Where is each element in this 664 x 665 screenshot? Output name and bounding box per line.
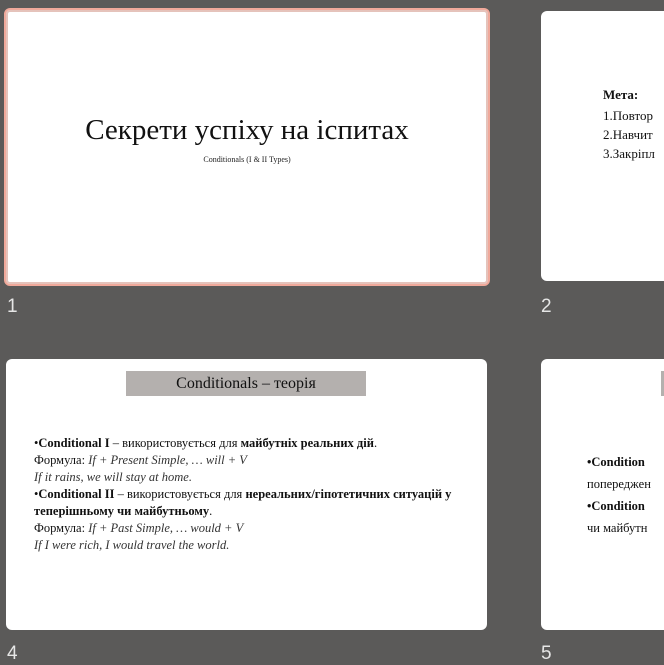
bullet: • [34, 436, 39, 450]
body-line: •Condition [587, 499, 645, 513]
goal-item: 1.Повтор [603, 108, 653, 123]
emphasis: нереальних/гіпотетичних ситуацій у теперішньому чи майбутньому [34, 487, 452, 518]
slide-number-4: 4 [7, 643, 18, 664]
goal-label: Мета: [603, 87, 639, 102]
formula-line [34, 452, 474, 469]
goal-list [603, 106, 655, 163]
body-line: •Condition [587, 455, 645, 469]
slide-number-5: 5 [541, 643, 552, 664]
example-line: If I were rich, I would travel the world. [34, 538, 230, 552]
slide-title: Секрети успіху на іспитах [85, 114, 409, 146]
conditional-2-line [34, 486, 474, 520]
slide-body [587, 451, 651, 539]
formula: If + Past Simple, … would + V [88, 521, 244, 535]
slide-thumbnail-1[interactable] [4, 8, 490, 286]
formula: If + Present Simple, … will + V [88, 453, 247, 467]
text: – використовується для [114, 487, 246, 501]
formula-label: Формула: [34, 453, 89, 467]
text: . [373, 436, 378, 450]
slide-number-2: 2 [541, 296, 552, 317]
goal-item: 2.Навчит [603, 127, 653, 142]
text: . [209, 504, 213, 518]
slide-thumbnail-2[interactable] [541, 11, 664, 281]
slide-number-1: 1 [7, 296, 18, 317]
slide-body [34, 435, 474, 554]
text: – використовується для [109, 436, 241, 450]
goal-item: 3.Закріпл [603, 146, 655, 161]
emphasis: майбутніх реальних дій [240, 436, 374, 450]
formula-line [34, 520, 474, 537]
term: Conditional I [38, 436, 110, 450]
formula-label: Формула: [34, 521, 89, 535]
slide-subtitle: Conditionals (I & II Types) [203, 155, 291, 164]
conditional-1-line [34, 435, 474, 452]
bullet: • [34, 487, 39, 501]
example-line: If it rains, we will stay at home. [34, 470, 192, 484]
body-line: чи майбутн [587, 521, 648, 535]
slide-thumbnail-4[interactable] [6, 359, 487, 630]
slide-title: Conditionals – теорія [126, 371, 366, 396]
slide-thumbnail-5[interactable] [541, 359, 664, 630]
body-line: попереджен [587, 477, 651, 491]
term: Conditional II [38, 487, 115, 501]
